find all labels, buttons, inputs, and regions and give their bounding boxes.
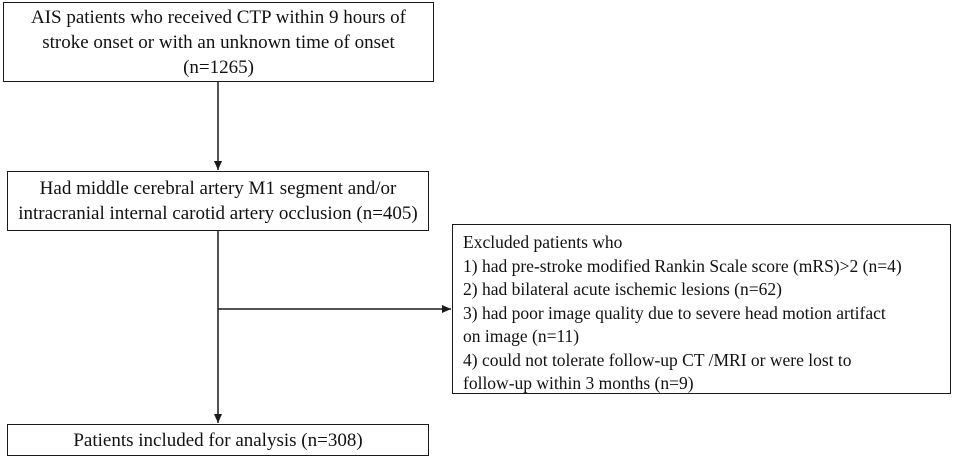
- initial-cohort-box: [3, 2, 434, 82]
- exclusion-line-2: 2) had bilateral acute ischemic lesions (n=62): [463, 279, 782, 299]
- occlusion-cohort-line-2: intracranial internal carotid artery occlusion (n=405): [18, 203, 418, 224]
- initial-cohort-line-3: (n=1265): [183, 56, 254, 78]
- occlusion-cohort-line-1: Had middle cerebral artery M1 segment and/or: [39, 178, 397, 199]
- initial-cohort-line-1: AIS patients who received CTP within 9 hours of: [30, 6, 407, 28]
- exclusion-heading: Excluded patients who: [463, 232, 623, 252]
- initial-cohort-line-2: stroke onset or with an unknown time of onset: [42, 31, 395, 53]
- exclusion-criteria-box: [452, 224, 951, 394]
- final-cohort-box: [7, 424, 429, 456]
- final-cohort-line-1: Patients included for analysis (n=308): [73, 429, 363, 451]
- exclusion-line-3: 3) had poor image quality due to severe head motion artifact: [463, 302, 886, 323]
- exclusion-line-1: 1) had pre-stroke modified Rankin Scale score (mRS)>2 (n=4): [463, 255, 902, 276]
- exclusion-line-3b: on image (n=11): [463, 326, 580, 346]
- occlusion-cohort-box: [7, 171, 429, 231]
- exclusion-line-4: 4) could not tolerate follow-up CT /MRI or were lost to: [463, 349, 852, 370]
- exclusion-line-4b: follow-up within 3 months (n=9): [463, 373, 694, 393]
